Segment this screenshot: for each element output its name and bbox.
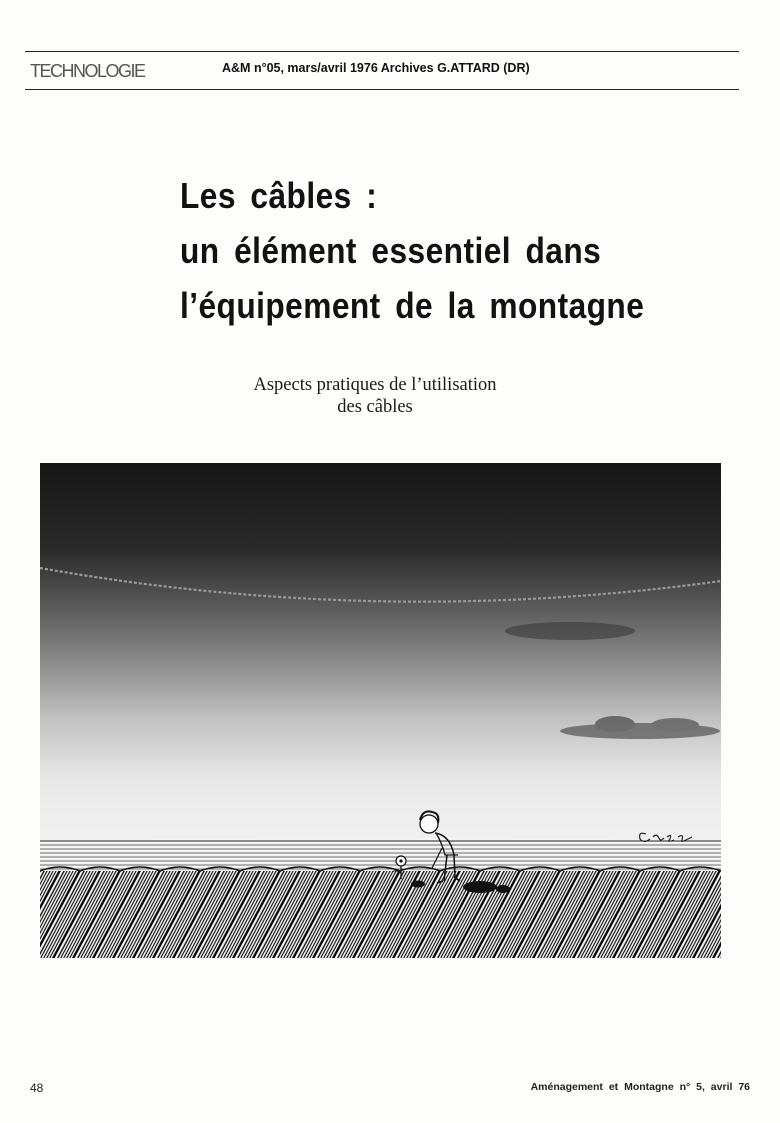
page-number: 48 <box>30 1081 44 1095</box>
section-label: TECHNOLOGIE <box>30 61 145 81</box>
article-title <box>180 168 673 333</box>
dark-cloud <box>505 622 635 640</box>
cable-strands-foreground <box>40 871 721 958</box>
distant-cable-surface <box>40 838 721 871</box>
cable-cartoon-illustration <box>40 463 721 958</box>
header-bottom-rule <box>25 89 739 90</box>
archive-credit: A&M n°05, mars/avril 1976 Archives G.ATTARD (DR) <box>222 61 530 75</box>
publication-footer: Aménagement et Montagne n° 5, avril 76 <box>530 1081 750 1093</box>
title-line: l’équipement de la montagne <box>180 285 645 326</box>
subtitle-line: des câbles <box>337 397 413 417</box>
header-top-rule <box>25 51 739 52</box>
sky-background <box>40 463 721 858</box>
article-subtitle <box>200 374 550 418</box>
title-line: un élément essentiel dans <box>180 230 602 271</box>
title-line: Les câbles : <box>180 175 378 216</box>
subtitle-line: Aspects pratiques de l’utilisation <box>253 375 497 395</box>
